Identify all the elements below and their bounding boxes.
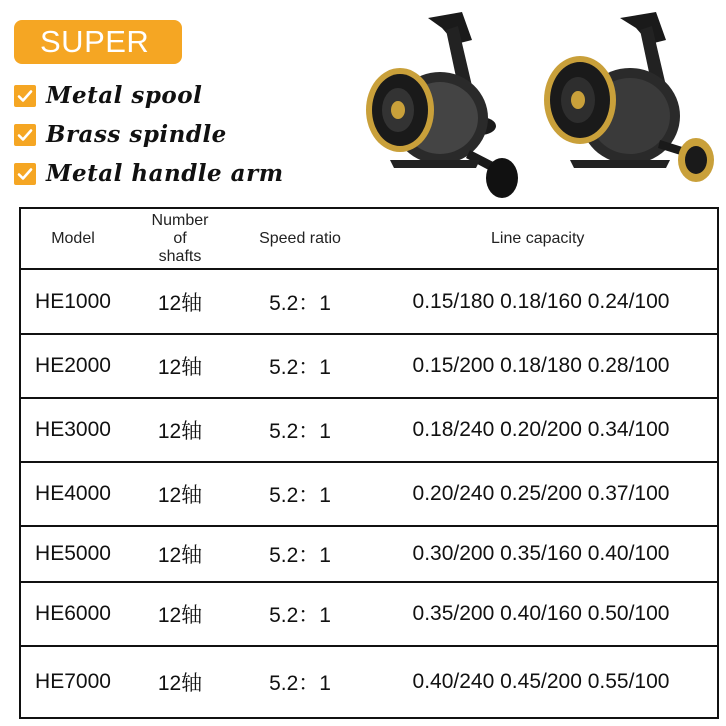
header-model: Model — [51, 229, 95, 247]
feature-item — [14, 76, 284, 115]
cell-line: 0.18/240 0.20/200 0.34/100 — [412, 418, 670, 441]
cell-shafts: 12轴 — [157, 356, 203, 379]
cell-shafts: 12轴 — [157, 604, 203, 627]
cell-line: 0.30/200 0.35/160 0.40/100 — [412, 542, 670, 565]
cell-speed: 5.2：1 — [269, 672, 331, 695]
feature-label: Metal handle arm — [46, 160, 284, 187]
table-header — [21, 209, 717, 270]
cell-speed: 5.2：1 — [269, 291, 331, 315]
cell-shafts: 12轴 — [157, 544, 203, 567]
cell-line: 0.15/180 0.18/160 0.24/100 — [412, 289, 670, 313]
cell-model: HE6000 — [35, 602, 111, 625]
feature-label: Brass spindle — [46, 121, 227, 148]
feature-list — [14, 76, 284, 193]
cell-model: HE3000 — [35, 418, 111, 441]
cell-shafts: 12轴 — [157, 672, 203, 695]
header-speed: Speed ratio — [259, 229, 341, 247]
header-shafts-line: Number — [151, 211, 209, 229]
fishing-reel-icon — [366, 12, 518, 198]
header-line: Line capacity — [491, 229, 585, 247]
table-row — [21, 647, 717, 717]
feature-item — [14, 115, 284, 154]
fishing-reel-icon — [544, 12, 714, 182]
feature-label: Metal spool — [46, 82, 203, 109]
feature-item — [14, 154, 284, 193]
cell-speed: 5.2：1 — [269, 604, 331, 627]
table-row — [21, 463, 717, 527]
table-row — [21, 527, 717, 583]
check-icon — [14, 163, 36, 185]
cell-line: 0.15/200 0.18/180 0.28/100 — [412, 354, 670, 377]
table-row — [21, 335, 717, 399]
cell-speed: 5.2：1 — [269, 356, 331, 379]
cell-model: HE2000 — [35, 354, 111, 377]
cell-shafts: 12轴 — [157, 484, 203, 507]
cell-shafts: 12轴 — [157, 291, 203, 315]
table-row — [21, 399, 717, 463]
cell-speed: 5.2：1 — [269, 484, 331, 507]
header-shafts-line: shafts — [158, 247, 202, 265]
product-image — [330, 0, 726, 205]
cell-model: HE4000 — [35, 482, 111, 505]
cell-speed: 5.2：1 — [269, 544, 331, 567]
cell-line: 0.40/240 0.45/200 0.55/100 — [412, 670, 670, 693]
super-badge: SUPER — [14, 20, 182, 64]
cell-speed: 5.2：1 — [269, 420, 331, 443]
cell-model: HE7000 — [35, 670, 111, 693]
cell-model: HE1000 — [35, 289, 111, 313]
check-icon — [14, 124, 36, 146]
specs-table — [19, 207, 719, 719]
cell-line: 0.20/240 0.25/200 0.37/100 — [412, 482, 670, 505]
cell-model: HE5000 — [35, 542, 111, 565]
table-row — [21, 583, 717, 647]
header-shafts — [152, 212, 209, 266]
table-row — [21, 270, 717, 335]
cell-line: 0.35/200 0.40/160 0.50/100 — [412, 602, 670, 625]
check-icon — [14, 85, 36, 107]
cell-shafts: 12轴 — [157, 420, 203, 443]
header-shafts-line: of — [173, 229, 187, 247]
